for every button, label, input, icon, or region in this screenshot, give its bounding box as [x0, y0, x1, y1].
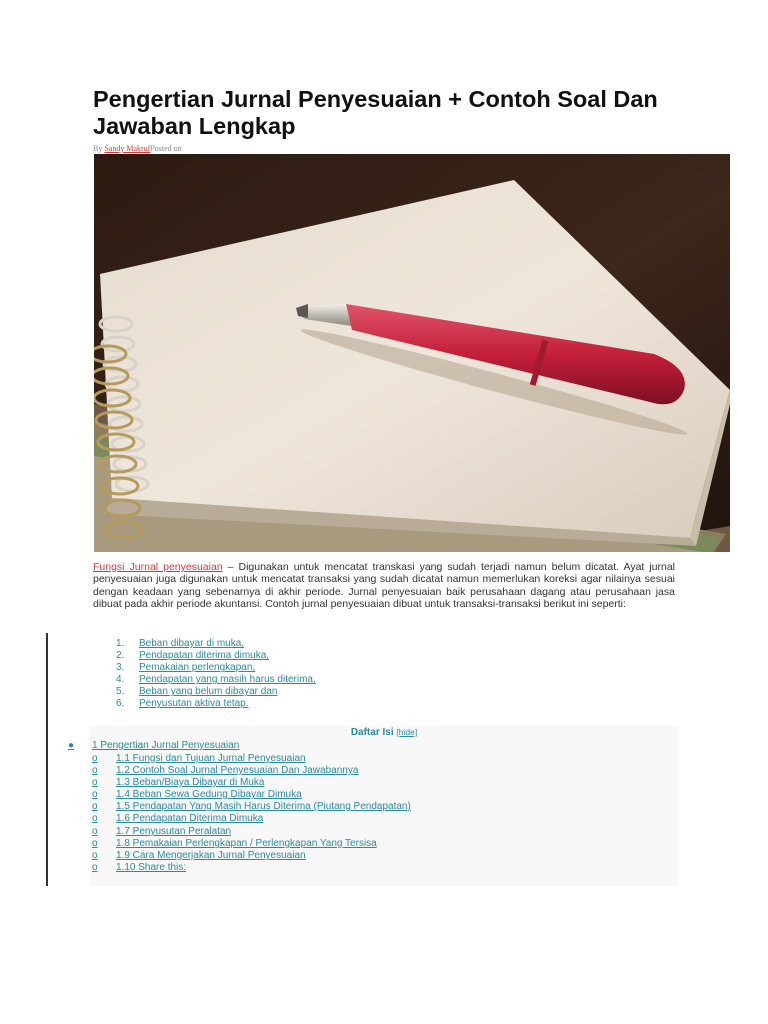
- list-item-number: 3.: [116, 662, 125, 674]
- toc-main-item[interactable]: [68, 740, 239, 752]
- toc-title: Daftar Isi: [350, 727, 394, 738]
- list-item-text: Beban yang belum dibayar dan: [139, 686, 278, 698]
- list-item[interactable]: [116, 662, 316, 674]
- notebook-pen-photo: [94, 154, 730, 552]
- toc-item[interactable]: [92, 789, 302, 801]
- list-item[interactable]: [116, 638, 316, 650]
- list-item-number: 2.: [116, 650, 125, 662]
- intro-paragraph: [93, 561, 675, 610]
- author-link[interactable]: Sandy Makruf: [104, 144, 151, 153]
- toc-hide-link[interactable]: [hide]: [396, 727, 418, 737]
- toc-item-label: 1.8 Pemakaian Perlengkapan / Perlengkapan Yang Tersisa: [116, 838, 377, 849]
- list-item-number: 1.: [116, 638, 125, 649]
- sub-bullet-icon: o: [92, 765, 98, 776]
- hero-image: [94, 154, 730, 552]
- toc-item[interactable]: [92, 753, 306, 765]
- list-item[interactable]: [116, 698, 316, 710]
- transaction-list: [116, 638, 316, 711]
- toc-item-label: 1.4 Beban Sewa Gedung Dibayar Dimuka: [116, 789, 302, 800]
- sub-bullet-icon: o: [92, 813, 98, 824]
- toc-item[interactable]: [92, 826, 231, 838]
- toc-item[interactable]: [92, 813, 263, 825]
- sub-bullet-icon: o: [92, 850, 98, 861]
- toc-item[interactable]: [92, 862, 186, 874]
- sub-bullet-icon: o: [92, 862, 98, 873]
- toc-item[interactable]: [92, 765, 358, 777]
- byline: [93, 144, 182, 153]
- list-item-text: Beban dibayar di muka,: [139, 638, 245, 649]
- list-item[interactable]: [116, 686, 316, 698]
- toc-item-label: 1.7 Penyusutan Peralatan: [116, 826, 232, 837]
- toc-item[interactable]: [92, 850, 306, 862]
- sub-bullet-icon: o: [92, 777, 98, 788]
- sub-bullet-icon: o: [92, 838, 98, 849]
- toc-item[interactable]: [92, 801, 411, 813]
- list-item-number: 5.: [116, 686, 125, 698]
- toc-item[interactable]: [92, 838, 377, 850]
- sub-bullet-icon: o: [92, 753, 98, 764]
- sub-bullet-icon: o: [92, 826, 98, 837]
- toc-item-label: 1.2 Contoh Soal Jurnal Penyesuaian Dan Jawabannya: [116, 765, 359, 776]
- list-item[interactable]: [116, 674, 316, 686]
- sub-bullet-icon: o: [92, 789, 98, 800]
- toc-item[interactable]: [92, 777, 264, 789]
- toc-item-label: 1.5 Pendapatan Yang Masih Harus Diterima (Piutang Pendapatan): [116, 801, 411, 812]
- toc-item-label: 1.10 Share this:: [116, 862, 187, 873]
- list-item-text: Pendapatan diterima dimuka,: [139, 650, 270, 662]
- list-item-number: 6.: [116, 698, 125, 710]
- toc-item-label: 1.9 Cara Mengerjakan Jurnal Penyesuaian: [116, 850, 306, 861]
- list-item-text: Pemakaian perlengkapan,: [139, 662, 256, 674]
- list-item[interactable]: [116, 650, 316, 662]
- intro-body: – Digunakan untuk mencatat transkasi yang sudah terjadi namun belum dicatat. Ayat jurnal penyesuaian juga digunakan untuk mencatat transaksi yang sudah dicatat namun memerlukan koreksi agar nilainya sesuai dengan keadaan yang sebenarnya di akhir periode. Jurnal penyesuaian baik perusahaan dagang atau perusahaan jasa dibuat pada akhir periode akuntansi. Contoh jurnal penyesuaian dibuat untuk transaksi-transaksi berikut ini seperti:: [93, 561, 675, 610]
- article-title: Pengertian Jurnal Penyesuaian + Contoh Soal Dan Jawaban Lengkap: [93, 86, 658, 139]
- toc-item-label: 1.1 Fungsi dan Tujuan Jurnal Penyesuaian: [116, 753, 306, 764]
- byline-prefix: By: [93, 144, 105, 153]
- toc-item-label: 1.3 Beban/Biaya Dibayar di Muka: [116, 777, 265, 788]
- toc-main-label: 1 Pengertian Jurnal Penyesuaian: [92, 740, 240, 751]
- left-margin-bar: [46, 633, 48, 886]
- list-item-number: 4.: [116, 674, 125, 686]
- bullet-icon: ●: [68, 740, 75, 751]
- intro-lead-link[interactable]: Fungsi Jurnal penyesuaian: [93, 561, 223, 573]
- list-item-text: Penyusutan aktiva tetap.: [139, 698, 249, 710]
- toc-header: [90, 726, 678, 739]
- toc-item-label: 1.6 Pendapatan Diterima Dimuka: [116, 813, 264, 824]
- sub-bullet-icon: o: [92, 801, 98, 812]
- list-item-text: Pendapatan yang masih harus diterima,: [139, 674, 316, 686]
- posted-on-label: Posted on: [150, 144, 182, 153]
